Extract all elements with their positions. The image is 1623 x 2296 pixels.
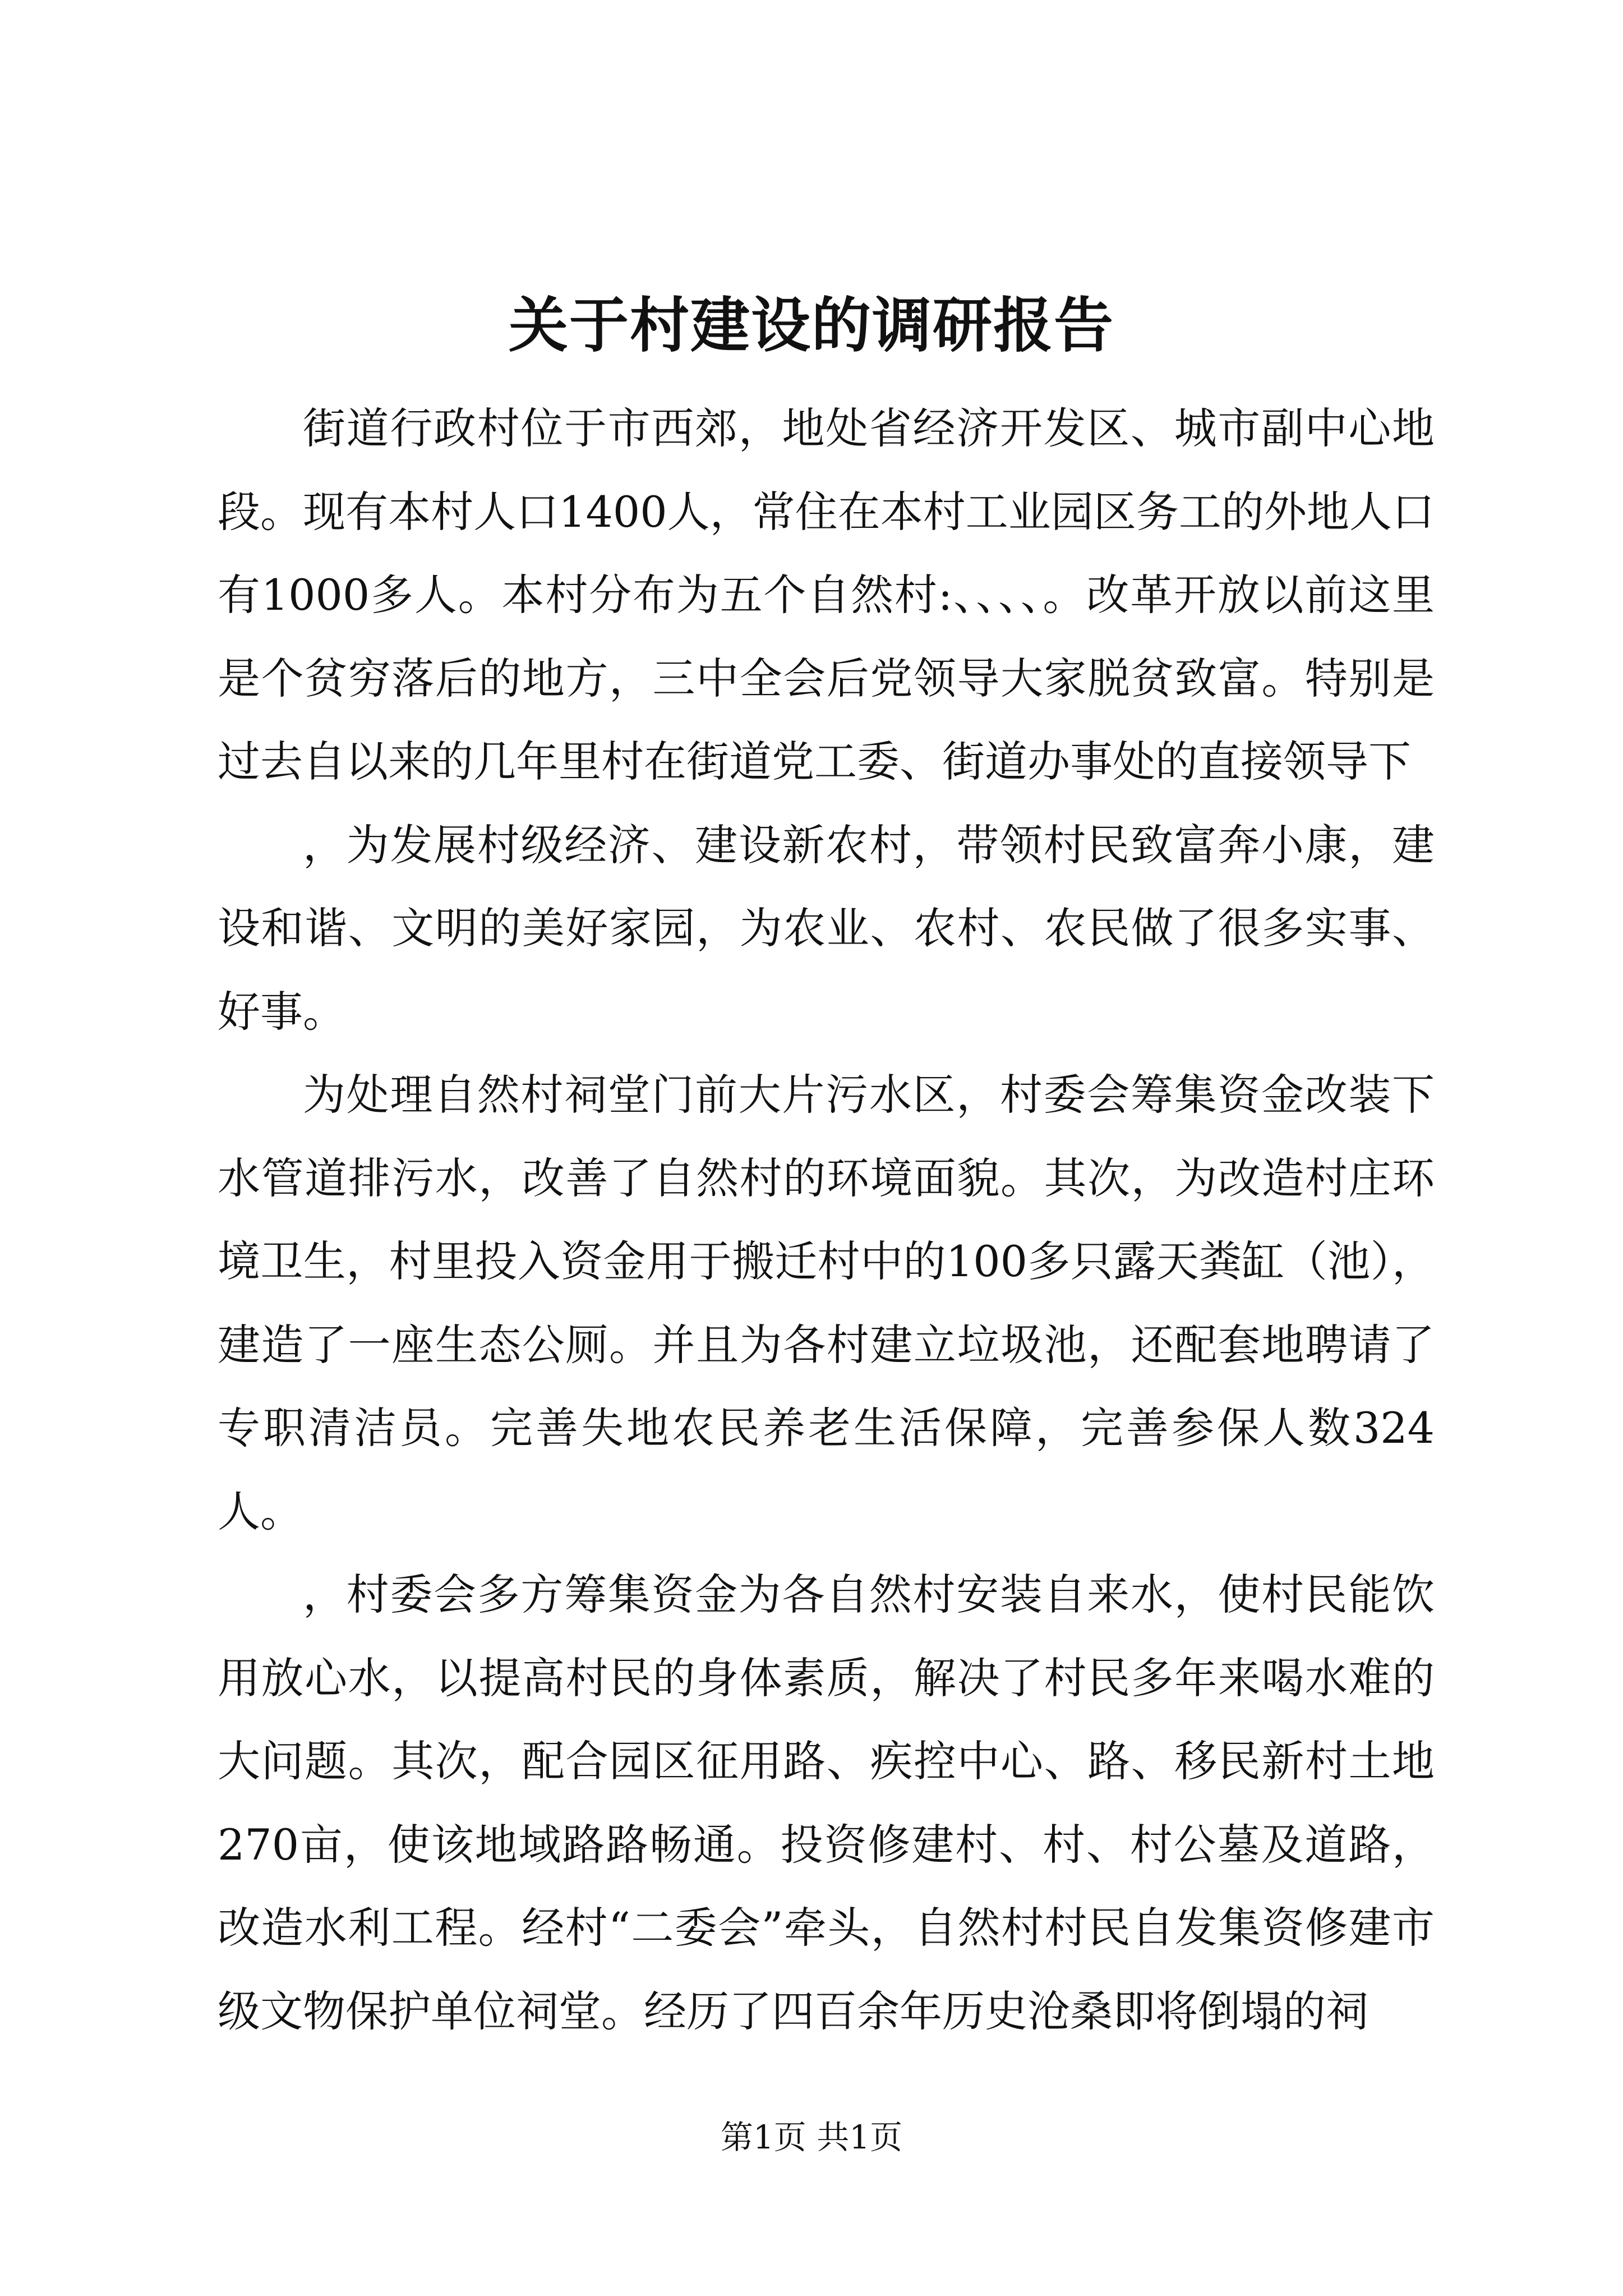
document-body: [218, 387, 1435, 2053]
paragraph-2: ，为发展村级经济、建设新农村，带领村民致富奔小康，建设和谐、文明的美好家园，为农业、农村、农民做了很多实事、好事。: [218, 820, 1435, 1037]
paragraph-3: 为处理自然村祠堂门前大片污水区，村委会筹集资金改装下水管道排污水，改善了自然村的环境面貌。其次，为改造村庄环境卫生，村里投入资金用于搬迁村中的100多只露天粪缸（池），建造了一座生态公厕。并且为各村建立垃圾池，还配套地聘请了专职清洁员。完善失地农民养老生活保障，完善参保人数324人。: [218, 1070, 1435, 1536]
paragraph-1: 街道行政村位于市西郊，地处省经济开发区、城市副中心地段。现有本村人口1400人，常住在本村工业园区务工的外地人口有1000多人。本村分布为五个自然村:、、、、。改革开放以前这里是个贫穷落后的地方，三中全会后党领导大家脱贫致富。特别是过去自以来的几年里村在街道党工委、街道办事处的直接领导下: [218, 403, 1435, 786]
paragraph-4: ，村委会多方筹集资金为各自然村安装自来水，使村民能饮用放心水，以提高村民的身体素质，解决了村民多年来喝水难的大问题。其次，配合园区征用路、疾控中心、路、移民新村土地270亩，使该地域路路畅通。投资修建村、村、村公墓及道路，改造水利工程。经村“二委会”牵头，自然村村民自发集资修建市级文物保护单位祠堂。经历了四百余年历史沧桑即将倒塌的祠: [218, 1570, 1435, 2036]
document-title: 关于村建设的调研报告: [509, 290, 1114, 360]
page-footer: 第1页 共1页: [720, 2118, 903, 2156]
